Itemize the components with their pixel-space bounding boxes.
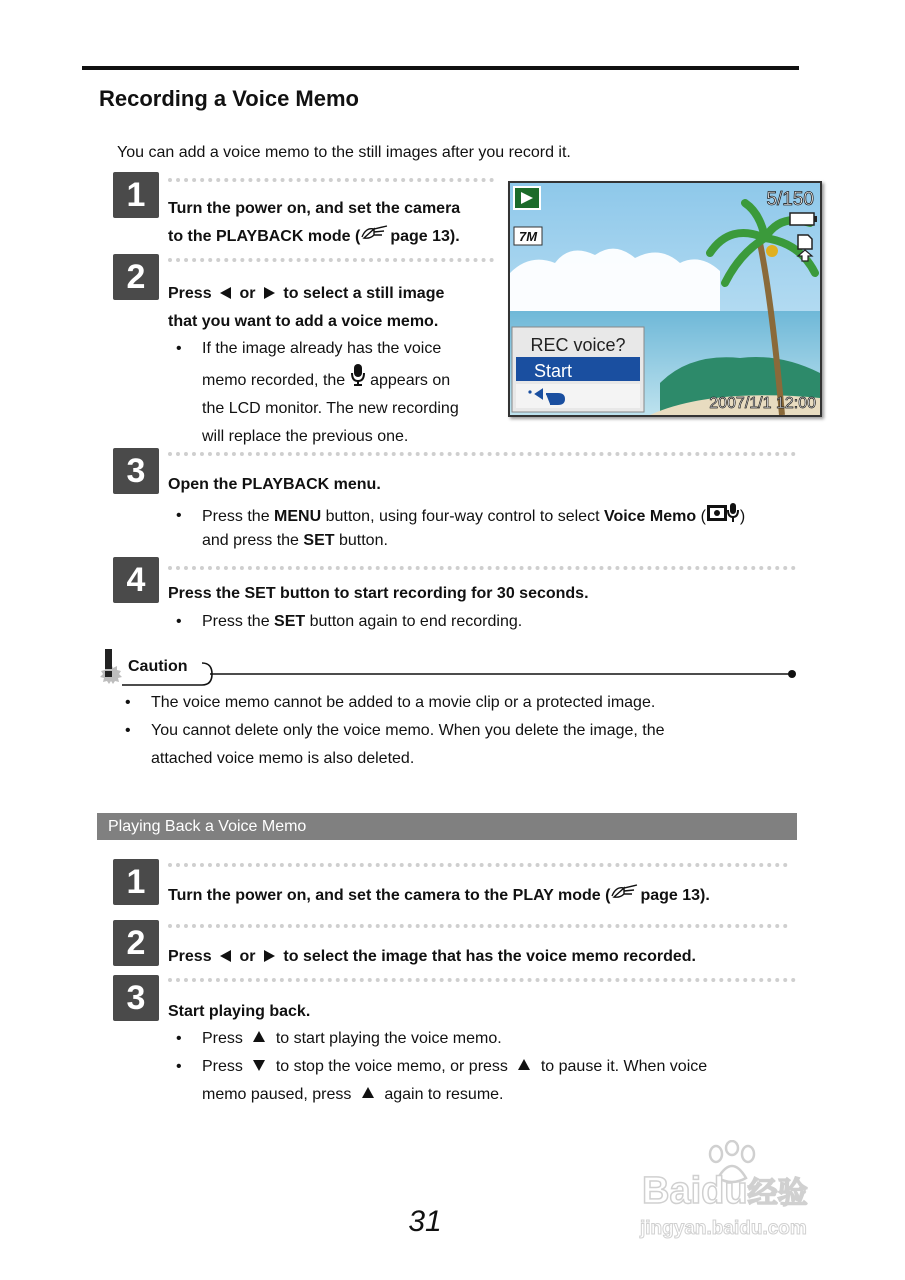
dotted-divider [168,924,788,928]
page-reference-icon [610,882,640,902]
step-number: 1 [113,172,159,218]
step-number: 4 [113,557,159,603]
step-2-bullets [176,335,496,451]
up-arrow-icon [362,1087,374,1098]
baidu-watermark [640,1140,860,1250]
intro-text: You can add a voice memo to the still images after you record it. [117,144,571,161]
caution-item-continued: attached voice memo is also deleted. [151,750,415,767]
image-size-label: 7M [518,229,538,244]
step-2-heading: Press or to select a still image that you want to add a voice memo. [168,285,445,330]
caution-label: Caution [128,658,188,675]
section-header: Playing Back a Voice Memo [97,813,797,840]
top-rule [82,66,799,70]
step-3-heading: Open the PLAYBACK menu. [168,476,381,493]
bullet-item: • Press the SET button again to end recording. [176,613,523,630]
step-number: 3 [113,448,159,494]
bullet-item: • Press to start playing the voice memo. [176,1030,502,1047]
watermark-url: jingyan.baidu.com [640,1218,807,1239]
step-3-bullets [176,502,796,551]
bullet-line: will replace the previous one. [202,428,409,445]
up-arrow-icon [518,1059,530,1070]
step-4-heading: Press the SET button to start recording for 30 seconds. [168,585,589,602]
play-step-3-heading: Start playing back. [168,1003,311,1020]
bullet-line: and press the SET button. [202,532,388,549]
image-counter: 5/150 [766,189,814,210]
step-1-line-1: Turn the power on, and set the camera [168,200,461,217]
dotted-divider [168,566,796,570]
step-1-line-2: to the PLAYBACK mode ( page 13). [168,223,460,251]
step-number: 1 [113,859,159,905]
dotted-divider [168,863,788,867]
down-arrow-icon [253,1060,265,1071]
bullet-item: • Press the MENU button, using four-way control to select Voice Memo ( ) [176,502,796,531]
watermark-brand-2: du [701,1170,748,1212]
right-arrow-icon [264,950,275,962]
left-arrow-icon [220,287,231,299]
caution-rule [122,660,798,688]
bullet-line: memo recorded, the appears on [202,363,496,395]
voice-memo-icon [706,502,740,524]
bullet-line: the LCD monitor. The new recording [202,400,459,417]
page-number: 31 [408,1205,442,1238]
bullet-item: • If the image already has the voice [176,340,442,357]
dotted-divider [168,452,796,456]
dotted-divider [168,178,494,182]
date-time-label: 2007/1/1 12:00 [709,395,816,412]
step-number: 2 [113,920,159,966]
watermark-brand: Bai [642,1170,702,1212]
left-arrow-icon [220,950,231,962]
caution-item: • You cannot delete only the voice memo. When you delete the image, the [125,722,665,739]
watermark-cn: 经验 [747,1177,808,1210]
bullet-line: memo paused, press again to resume. [202,1086,504,1103]
microphone-icon [350,363,366,387]
lcd-scene [510,183,820,415]
dotted-divider [168,258,494,262]
caution-item: • The voice memo cannot be added to a movie clip or a protected image. [125,694,656,711]
bullet-item: • Press to stop the voice memo, or press to pause it. When voice [176,1058,708,1075]
dotted-divider [168,978,796,982]
step-1-heading [168,195,460,251]
page-reference-icon [360,223,390,243]
caution-list [125,689,785,773]
right-arrow-icon [264,287,275,299]
play-step-2-heading: Press or to select the image that has the voice memo recorded. [168,948,696,965]
menu-title: REC voice? [530,335,626,355]
step-number: 3 [113,975,159,1021]
up-arrow-icon [253,1031,265,1042]
play-step-3-bullets [176,1025,796,1109]
step-4-bullets [176,608,796,636]
step-number: 2 [113,254,159,300]
lcd-screen-illustration [508,181,822,417]
page-title: Recording a Voice Memo [99,86,359,111]
menu-start-option: Start [534,361,573,381]
play-step-1-heading: Turn the power on, and set the camera to the PLAY mode ( page 13). [168,882,710,910]
